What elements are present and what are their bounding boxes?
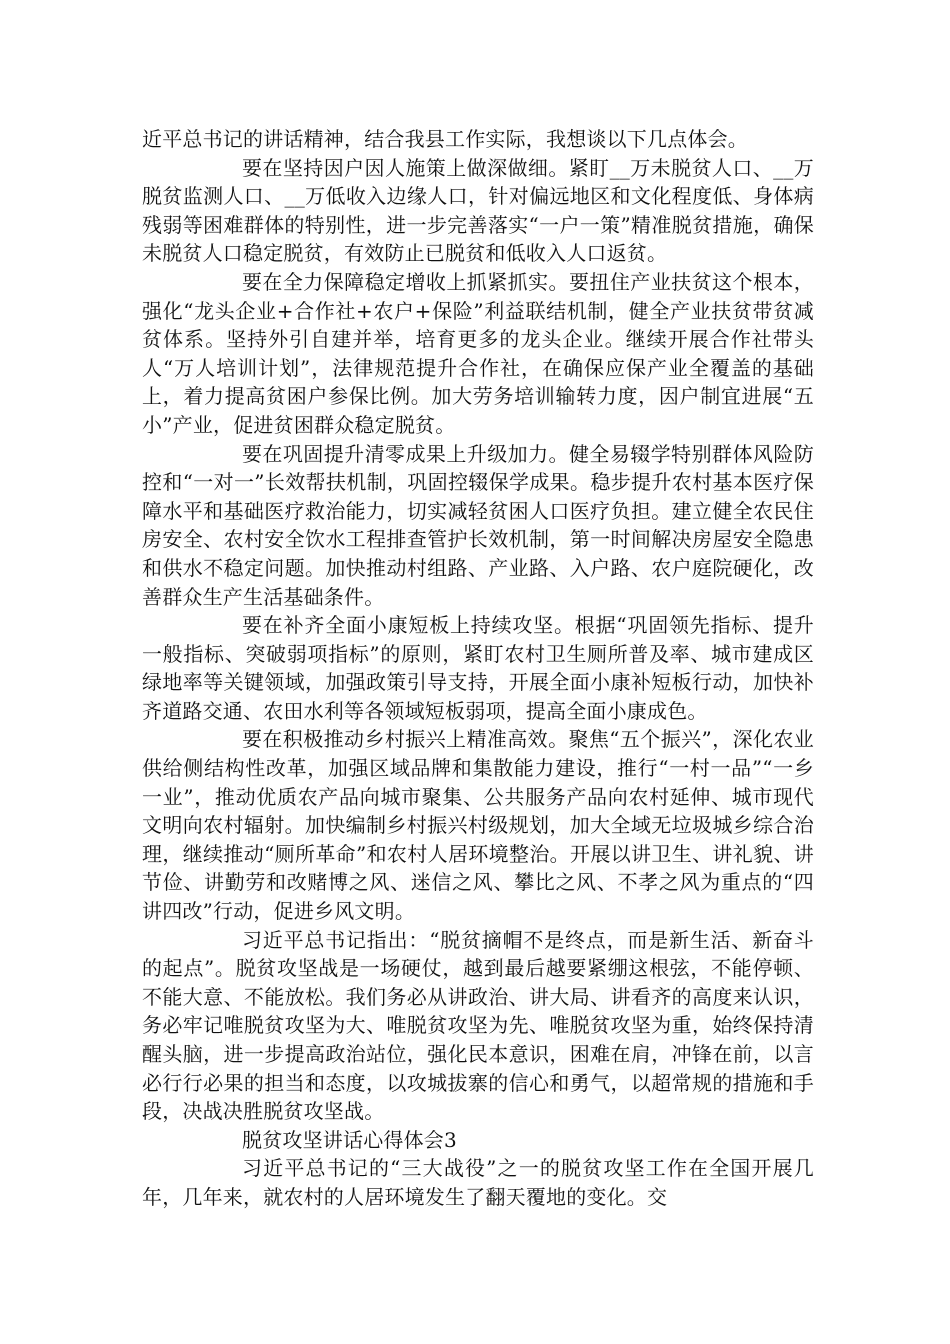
paragraph-rural-revitalization: 要在积极推动乡村振兴上精准高效。聚焦“五个振兴”，深化农业供给侧结构性改革，加强区域品牌和集散能力建设，推行“一村一品”“一乡一业”，推动优质农产品向城市聚集、公共服务产品向农村延伸、城市现代文明向农村辐射。加快编制乡村振兴村级规划，加大全域无垃圾城乡综合治理，继续推动“厕所革命”和农村人居环境整治。开展以讲卫生、讲礼貌、讲节俭、讲勤劳和改赌博之风、迷信之风、攀比之风、不孝之风为重点的“四讲四改”行动，促进乡风文明。: [142, 727, 814, 924]
paragraph-conclusion: 习近平总书记指出：“脱贫摘帽不是终点，而是新生活、新奋斗的起点”。脱贫攻坚战是一场硬仗，越到最后越要紧绷这根弦，不能停顿、不能大意、不能放松。我们务必从讲政治、讲大局、讲看齐的高度来认识，务必牢记唯脱贫攻坚为大、唯脱贫攻坚为先、唯脱贫攻坚为重，始终保持清醒头脑，进一步提高政治站位，强化民本意识，困难在肩，冲锋在前，以言必行行必果的担当和态度，以攻城拔寨的信心和勇气，以超常规的措施和手段，决战决胜脱贫攻坚战。: [142, 927, 814, 1124]
document-body: [142, 125, 814, 1212]
paragraph-targeted-measures: 要在坚持因户因人施策上做深做细。紧盯__万未脱贫人口、__万脱贫监测人口、__万低收入边缘人口，针对偏远地区和文化程度低、身体病残弱等困难群体的特别性，进一步完善落实“一户一策”精准脱贫措施，确保未脱贫人口稳定脱贫，有效防止已脱贫和低收入人口返贫。: [142, 155, 814, 266]
paragraph-section3-opening: 习近平总书记的“三大战役”之一的脱贫攻坚工作在全国开展几年，几年来，就农村的人居环境发生了翻天覆地的变化。交: [142, 1156, 814, 1209]
paragraph-intro-continuation: 近平总书记的讲话精神，结合我县工作实际，我想谈以下几点体会。: [142, 127, 748, 151]
paragraph-consolidate-results: 要在巩固提升清零成果上升级加力。健全易辍学特别群体风险防控和“一对一”长效帮扶机制，巩固控辍保学成果。稳步提升农村基本医疗保障水平和基础医疗救治能力，切实减轻贫困人口医疗负担。建立健全农民住房安全、农村安全饮水工程排查管护长效机制，第一时间解决房屋安全隐患和供水不稳定问题。加快推动村组路、产业路、入户路、农户庭院硬化，改善群众生产生活基础条件。: [142, 441, 814, 609]
section-heading: 脱贫攻坚讲话心得体会3: [242, 1127, 457, 1152]
paragraph-xiaokang-shortfalls: 要在补齐全面小康短板上持续攻坚。根据“巩固领先指标、提升一般指标、突破弱项指标”的原则，紧盯农村卫生厕所普及率、城市建成区绿地率等关键领域，加强政策引导支持，开展全面小康补短板行动，加快补齐道路交通、农田水利等各领域短板弱项，提高全面小康成色。: [142, 613, 814, 723]
paragraph-stable-income: 要在全力保障稳定增收上抓紧抓实。要扭住产业扶贫这个根本，强化“龙头企业+合作社+农户+保险”利益联结机制，健全产业扶贫带贫减贫体系。坚持外引自建并举，培育更多的龙头企业。继续开展合作社带头人“万人培训计划”，法律规范提升合作社，在确保应保产业全覆盖的基础上，着力提高贫困户参保比例。加大劳务培训输转力度，因户制宜进展“五小”产业，促进贫困群众稳定脱贫。: [142, 269, 814, 437]
